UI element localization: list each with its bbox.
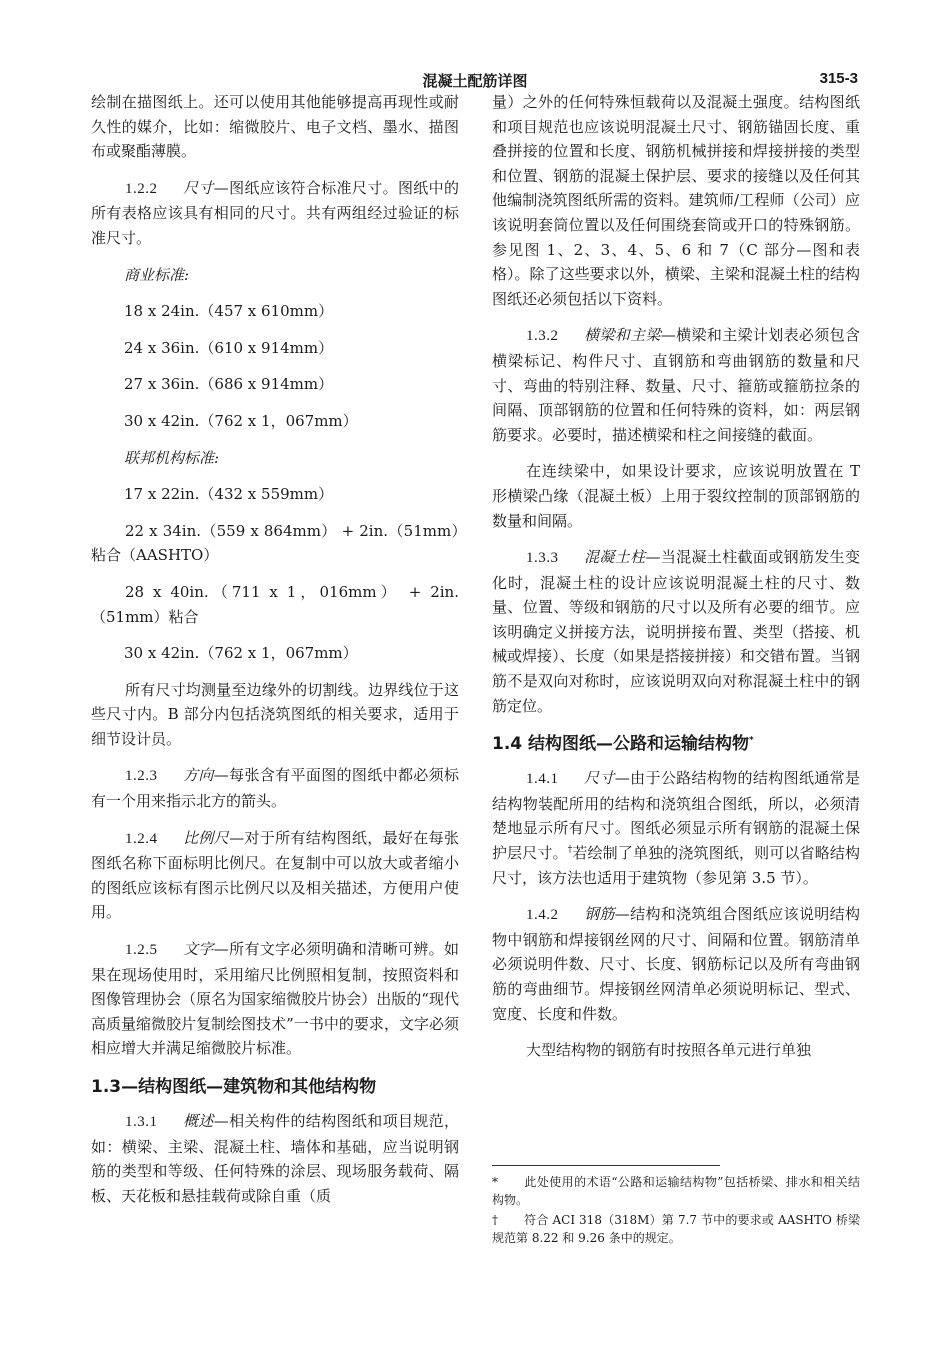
clause-term: 比例尺 bbox=[183, 828, 230, 847]
footnote-divider bbox=[492, 1165, 720, 1166]
section-heading-1-3: 1.3—结构图纸—建筑物和其他结构物 bbox=[91, 1077, 377, 1097]
clause-1-3-2 bbox=[492, 323, 860, 447]
size-item: 28 x 40in.（711 x 1，016mm） + 2in.（51mm）粘合 bbox=[91, 582, 459, 626]
size-item: 18 x 24in.（457 x 610mm） bbox=[124, 302, 334, 321]
clause-number: 1.3.3 bbox=[526, 550, 559, 567]
footnote-item bbox=[492, 1211, 860, 1247]
clause-term: 文字 bbox=[183, 940, 214, 959]
clause-term: 尺寸 bbox=[183, 178, 214, 197]
clause-text: —图纸应该符合标准尺寸。图纸中的所有表格应该具有相同的尺寸。共有两组经过验证的标准尺寸。 bbox=[91, 178, 459, 247]
clause-1-2-4 bbox=[91, 826, 459, 925]
footnotes bbox=[492, 1173, 860, 1249]
page-number: 315-3 bbox=[819, 70, 858, 87]
clause-term: 横梁和主梁 bbox=[584, 326, 661, 345]
clause-1-4-1 bbox=[492, 766, 860, 890]
federal-standard-label: 联邦机构标准: bbox=[124, 448, 220, 467]
paragraph-sizes-note: 所有尺寸均测量至边缘外的切割线。边界线位于这些尺寸内。B 部分内包括浇筑图纸的相关要求，适用于细节设计员。 bbox=[91, 680, 459, 748]
clause-text: —横梁和主梁计划表必须包含横梁标记、构件尺寸、直钢筋和弯曲钢筋的数量和尺寸、弯曲的特别注释、数量、尺寸、箍筋或箍筋拉条的间隔、顶部钢筋的位置和任何特殊的资料，如：两层钢筋要求。必要时，描述横梁和柱之间接缝的截面。 bbox=[492, 326, 860, 444]
clause-text: —所有文字必须明确和清晰可辨。如果在现场使用时，采用缩尺比例照相复制，按照资料和图像管理协会（原名为国家缩微胶片协会）出版的“现代高质量缩微胶片复制绘图技术”一书中的要求，文字必须相应增大并满足缩微胶片标准。 bbox=[91, 940, 459, 1058]
clause-number: 1.2.5 bbox=[125, 942, 158, 959]
footnote-mark: * bbox=[492, 1175, 498, 1189]
clause-text: —对于所有结构图纸，最好在每张图纸名称下面标明比例尺。在复制中可以放大或者缩小的图纸应该标有图示比例尺以及相关描述，方便用户使用。 bbox=[91, 828, 459, 922]
clause-number: 1.2.2 bbox=[125, 180, 158, 197]
paragraph-continuous-beam: 在连续梁中，如果设计要求，应该说明放置在 T 形横梁凸缘（混凝土板）上用于裂纹控制的顶部钢筋的数量和间隔。 bbox=[492, 462, 860, 530]
section-heading-1-4 bbox=[492, 732, 860, 756]
commercial-standard-label: 商业标准: bbox=[124, 265, 190, 284]
left-column bbox=[91, 90, 459, 1208]
clause-term: 概述 bbox=[183, 1112, 214, 1130]
size-item: 24 x 36in.（610 x 914mm） bbox=[124, 338, 334, 357]
size-item: 30 x 42in.（762 x 1，067mm） bbox=[124, 411, 358, 430]
clause-text: —当混凝土柱截面或钢筋发生变化时，混凝土柱的设计应该说明混凝土柱的尺寸、数量、位置、等级和钢筋的尺寸以及所有必要的细节。应该明确定义拼接方法，说明拼接布置、类型（搭接、机械或焊接）、长度（如果是搭接拼接）和交错布置。当钢筋不是双向对称时，应该说明双向对称混凝土柱中的钢筋定位。 bbox=[492, 548, 860, 715]
clause-number: 1.2.4 bbox=[125, 830, 158, 847]
size-item: 17 x 22in.（432 x 559mm） bbox=[124, 485, 334, 504]
clause-term: 混凝土柱 bbox=[584, 548, 646, 567]
clause-1-3-3 bbox=[492, 545, 860, 718]
clause-number: 1.2.3 bbox=[125, 768, 158, 785]
heading-text: 1.4 结构图纸—公路和运输结构物 bbox=[492, 734, 750, 755]
paragraph-intro: 绘制在描图纸上。还可以使用其他能够提高再现性或耐久性的媒介，比如：缩微胶片、电子文档、墨水、描图布或聚酯薄膜。 bbox=[91, 93, 459, 161]
clause-1-2-2 bbox=[91, 176, 459, 251]
footnote-mark: † bbox=[492, 1213, 498, 1227]
clause-text: —每张含有平面图的图纸中都必须标有一个用来指示北方的箭头。 bbox=[91, 766, 459, 811]
clause-text-cont: 若绘制了单独的浇筑图纸，则可以省略结构尺寸，该方法也适用于建筑物（参见第 3.5 节）。 bbox=[492, 844, 860, 887]
clause-number: 1.4.2 bbox=[526, 907, 559, 924]
clause-number: 1.3.2 bbox=[526, 328, 559, 345]
clause-term: 尺寸 bbox=[584, 769, 615, 788]
footnote-item bbox=[492, 1173, 860, 1209]
paragraph-large-structures: 大型结构物的钢筋有时按照各单元进行单独 bbox=[526, 1041, 812, 1060]
footnote-marker: * bbox=[749, 735, 754, 746]
clause-1-4-2 bbox=[492, 902, 860, 1026]
size-item: 27 x 36in.（686 x 914mm） bbox=[124, 375, 334, 394]
footnote-marker: † bbox=[567, 845, 573, 856]
running-header-title: 混凝土配筋详图 bbox=[422, 72, 528, 90]
footnote-text: 此处使用的术语“公路和运输结构物”包括桥梁、排水和相关结构物。 bbox=[492, 1175, 860, 1207]
clause-text: —结构和浇筑组合图纸应该说明结构物中钢筋和焊接钢丝网的尺寸、间隔和位置。钢筋清单必须说明件数、尺寸、长度、钢筋标记以及所有弯曲钢筋的弯曲细节。焊接钢丝网清单必须说明标记、型式、宽度、长度和件数。 bbox=[492, 905, 860, 1023]
clause-term: 方向 bbox=[183, 766, 214, 785]
clause-1-2-5 bbox=[91, 937, 459, 1061]
right-column bbox=[492, 90, 860, 1063]
clause-term: 钢筋 bbox=[584, 905, 615, 924]
size-item: 22 x 34in.（559 x 864mm） + 2in.（51mm）粘合（AASHTO） bbox=[91, 521, 459, 565]
clause-number: 1.4.1 bbox=[526, 771, 559, 788]
clause-text: —相关构件的结构图纸和项目规范，如：横梁、主梁、混凝土柱、墙体和基础，应当说明钢筋的类型和等级、任何特殊的涂层、现场服务载荷、隔板、天花板和悬挂载荷或除自重（质 bbox=[91, 1112, 459, 1205]
footnote-text: 符合 ACI 318（318M）第 7.7 节中的要求或 AASHTO 桥梁规范第 8.22 和 9.26 条中的规定。 bbox=[492, 1213, 860, 1245]
clause-1-2-3 bbox=[91, 763, 459, 813]
clause-number: 1.3.1 bbox=[125, 1114, 158, 1130]
size-item: 30 x 42in.（762 x 1，067mm） bbox=[124, 644, 358, 663]
clause-text: —由于公路结构物的结构图纸通常是结构物装配所用的结构和浇筑组合图纸，所以，必须清楚地显示所有尺寸。图纸必须显示所有钢筋的混凝土保护层尺寸。 bbox=[492, 769, 860, 863]
clause-1-3-1 bbox=[91, 1109, 459, 1208]
paragraph-continued: 量）之外的任何特殊恒载荷以及混凝土强度。结构图纸和项目规范也应该说明混凝土尺寸、钢筋锚固长度、重叠拼接的位置和长度、钢筋机械拼接和焊接拼接的类型和位置、钢筋的混凝土保护层、要求的接缝以及任何其他编制浇筑图纸所需的资料。建筑师/工程师（公司）应该说明套筒位置以及任何围绕套筒或开口的特殊钢筋。参见图 1、2、3、4、5、6 和 7（C 部分—图和表格）。除了这些要求以外，横梁、主梁和混凝土柱的结构图纸还必须包括以下资料。 bbox=[492, 93, 860, 308]
